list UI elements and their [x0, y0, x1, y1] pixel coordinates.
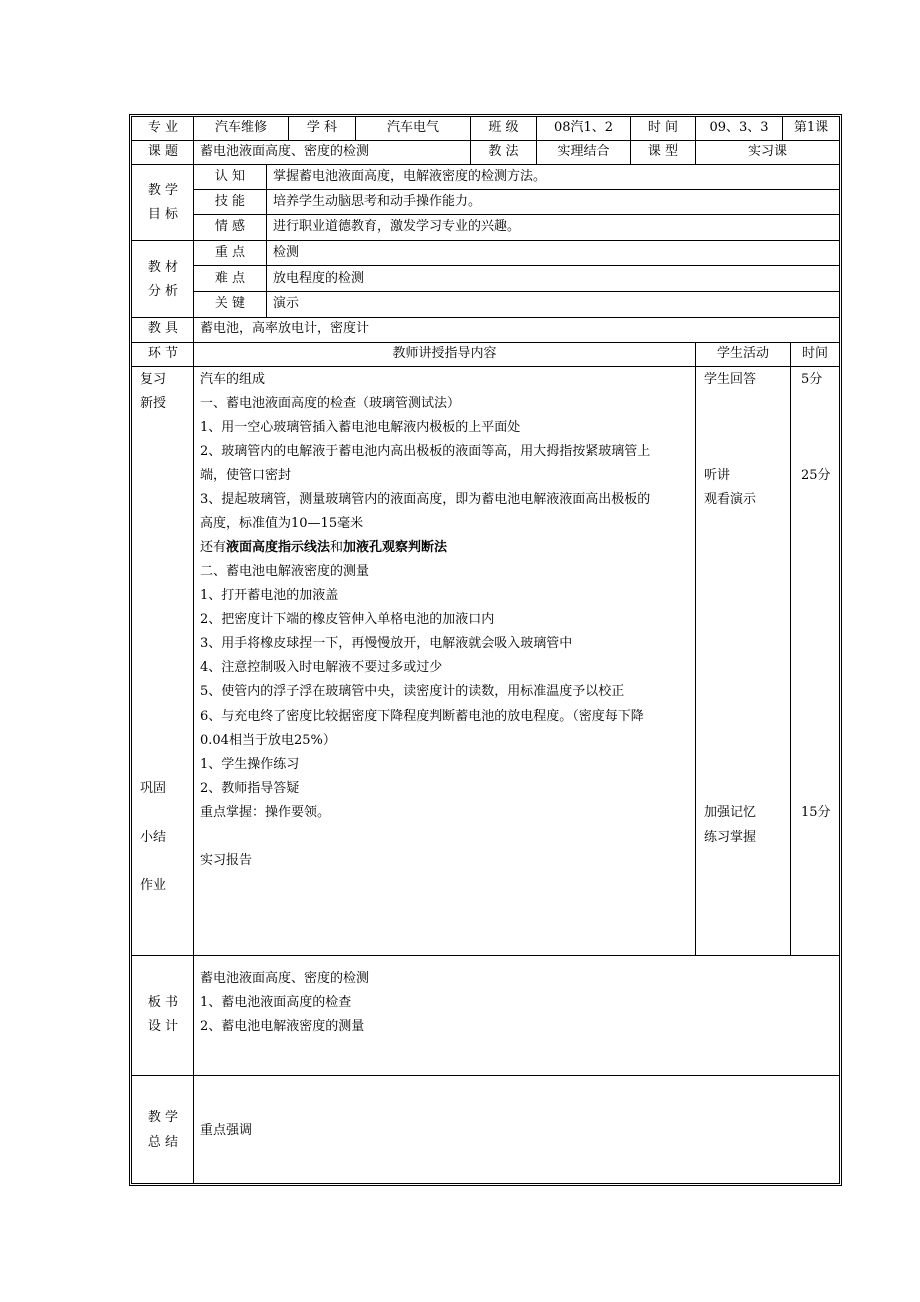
content-line: 端，使管口密封 [200, 468, 292, 483]
content-line: 重点掌握：操作要领。 [200, 805, 331, 820]
content-line [200, 540, 447, 556]
content-line: 3、用手将橡皮球捏一下，再慢慢放开，电解液就会吸入玻璃管中 [200, 636, 573, 651]
row-line [132, 1075, 839, 1076]
type-value: 实习课 [747, 144, 787, 159]
analysis-label: 教 材 [147, 260, 179, 275]
content-line: 2、教师指导答疑 [200, 781, 300, 796]
lesson-number: 第1课 [793, 120, 829, 135]
col-line [790, 342, 791, 956]
board-line: 蓄电池液面高度、密度的检测 [200, 971, 370, 986]
col-line [193, 140, 194, 165]
content-line: 汽车的组成 [200, 372, 266, 387]
teaching-summary-value: 重点强调 [200, 1123, 253, 1138]
time-consolidate: 15分 [801, 805, 831, 820]
row-line [193, 214, 839, 215]
tools-label: 教 具 [147, 321, 179, 336]
subject-label: 学 科 [306, 120, 338, 135]
stage-homework: 作业 [140, 878, 167, 893]
content-line: 2、玻璃管内的电解液于蓄电池内高出极板的液面等高，用大拇指按紧玻璃管上 [200, 444, 651, 459]
time-value: 09、3、3 [709, 120, 769, 135]
col-line [193, 342, 194, 956]
activity-memorize: 加强记忆 [704, 805, 757, 820]
analysis-crux-label: 关 键 [214, 296, 246, 311]
row-line [132, 164, 839, 165]
method-label: 教 法 [488, 144, 519, 159]
content-line: 1、打开蓄电池的加液盖 [200, 588, 339, 603]
col-line [193, 317, 194, 343]
class-label: 班 级 [488, 120, 519, 135]
activity-practice: 练习掌握 [704, 830, 757, 845]
content-line: 3、提起玻璃管，测量玻璃管内的液面高度，即为蓄电池电解液液面高出极板的 [200, 492, 651, 507]
content-line: 0.04相当于放电25%） [200, 733, 336, 748]
content-line: 1、用一空心玻璃管插入蓄电池电解液内极板的上平面处 [200, 420, 521, 435]
analysis-crux-value: 演示 [273, 296, 300, 311]
analysis-key-label: 重 点 [214, 245, 246, 260]
content-line: 二、蓄电池电解液密度的测量 [200, 564, 370, 579]
stage-review: 复习 [140, 372, 167, 387]
class-value: 08汽1、2 [553, 120, 614, 135]
row-line [132, 140, 839, 141]
col-line [193, 164, 194, 318]
col-line [193, 955, 194, 1183]
stage-header: 环 节 [147, 346, 179, 361]
analysis-difficulty-label: 难 点 [214, 271, 246, 286]
row-line [132, 366, 839, 367]
objective-emotion-value: 进行职业道德教育，激发学习专业的兴趣。 [273, 219, 521, 234]
objective-skill-value: 培养学生动脑思考和动手操作能力。 [273, 194, 482, 209]
activity-header: 学生活动 [716, 346, 769, 361]
analysis-difficulty-value: 放电程度的检测 [273, 271, 365, 286]
content-line: 2、把密度计下端的橡皮管伸入单格电池的加液口内 [200, 612, 495, 627]
topic-value: 蓄电池液面高度、密度的检测 [200, 144, 370, 159]
content-text: 和 [330, 540, 344, 555]
activity-answer: 学生回答 [704, 372, 757, 387]
row-line [193, 291, 839, 292]
content-line: 一、蓄电池液面高度的检查（玻璃管测试法） [200, 396, 461, 411]
teaching-summary-label: 教 学 [147, 1110, 179, 1125]
content-line: 1、学生操作练习 [200, 757, 300, 772]
row-line [193, 265, 839, 266]
major-value: 汽车维修 [214, 120, 267, 135]
analysis-key-value: 检测 [273, 245, 300, 260]
objective-cognition-value: 掌握蓄电池液面高度，电解液密度的检测方法。 [273, 169, 547, 184]
col-line [266, 164, 267, 318]
objectives-label: 目 标 [147, 207, 179, 222]
board-line: 2、蓄电池电解液密度的测量 [200, 1019, 365, 1034]
content-line: 高度，标准值为10—15毫米 [200, 516, 364, 531]
content-line: 6、与充电终了密度比较据密度下降程度判断蓄电池的放电程度。（密度每下降 [200, 709, 644, 724]
time-label: 时 间 [647, 120, 679, 135]
board-label: 设 计 [147, 1019, 179, 1034]
time-new: 25分 [801, 468, 831, 483]
stage-consolidate: 巩固 [140, 781, 167, 796]
time-header: 时间 [801, 346, 828, 361]
major-label: 专 业 [147, 120, 179, 135]
activity-listen: 听讲 [704, 468, 731, 483]
col-line [695, 342, 696, 956]
content-emphasis: 液面高度指示线法 [226, 540, 331, 555]
type-label: 课 型 [647, 144, 679, 159]
board-line: 1、蓄电池液面高度的检查 [200, 995, 352, 1010]
subject-value: 汽车电气 [386, 120, 439, 135]
method-value: 实理结合 [557, 144, 610, 159]
tools-value: 蓄电池，高率放电计，密度计 [200, 321, 370, 336]
content-line: 5、使管内的浮子浮在玻璃管中央，读密度计的读数，用标准温度予以校正 [200, 684, 625, 699]
content-emphasis: 加液孔观察判断法 [343, 540, 448, 555]
row-line [132, 342, 839, 343]
objective-emotion-label: 情 感 [214, 219, 246, 234]
stage-summary: 小结 [140, 830, 167, 845]
row-line [132, 317, 839, 318]
analysis-label: 分 析 [147, 284, 179, 299]
board-label: 板 书 [147, 995, 179, 1010]
content-header: 教师讲授指导内容 [392, 346, 497, 361]
activity-watch: 观看演示 [704, 492, 757, 507]
objective-skill-label: 技 能 [214, 194, 246, 209]
teaching-summary-label: 总 结 [147, 1135, 179, 1150]
time-review: 5分 [801, 372, 823, 387]
content-line: 4、注意控制吸入时电解液不要过多或过少 [200, 660, 443, 675]
stage-new: 新授 [140, 396, 167, 411]
content-line: 实习报告 [200, 853, 253, 868]
topic-label: 课 题 [147, 144, 179, 159]
row-line [132, 955, 839, 956]
objectives-label: 教 学 [147, 183, 179, 198]
row-line [193, 189, 839, 190]
objective-cognition-label: 认 知 [214, 169, 246, 184]
content-text: 还有 [200, 540, 227, 555]
row-line [132, 240, 839, 241]
